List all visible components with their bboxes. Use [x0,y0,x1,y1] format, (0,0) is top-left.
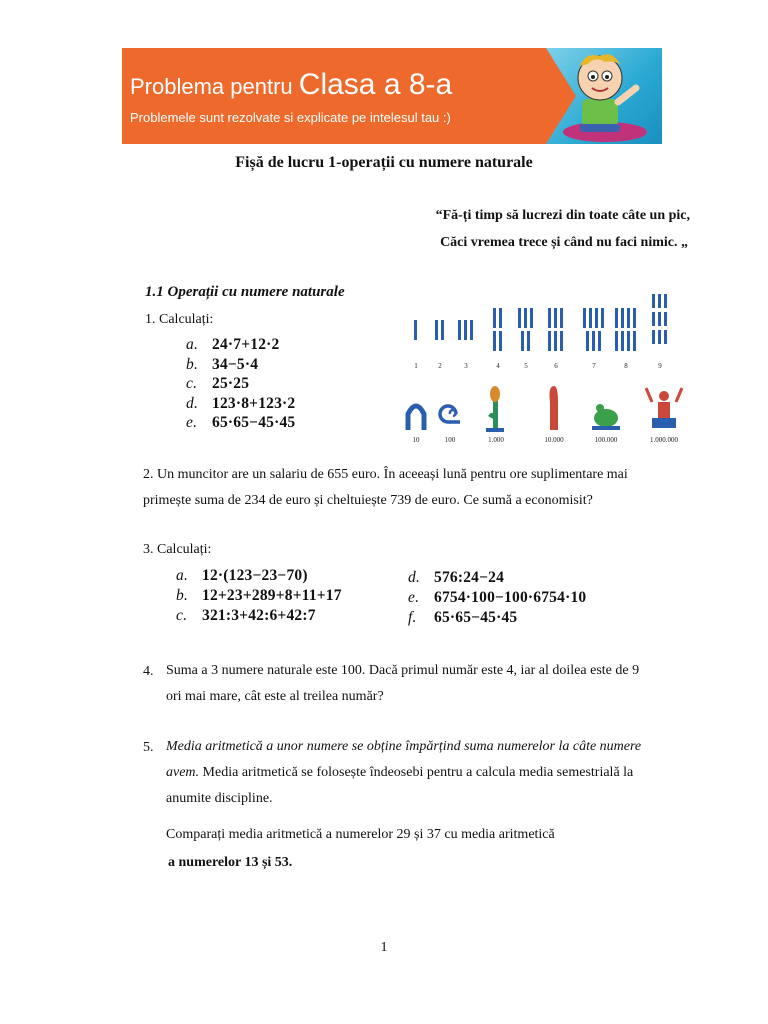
banner-title-big: Clasa a 8-a [298,68,453,101]
heh-god-icon [646,388,682,428]
lotus-icon [486,386,504,432]
banner-title [130,68,452,102]
tally-stroke [470,320,473,340]
q2-line-1: 2. Un muncitor are un salariu de 655 euro. În aceeași lună pentru ore suplimentare mai [143,467,628,482]
q3-item: f. 65·65−45·45 [408,609,518,626]
q1-item: c. 25·25 [186,375,250,392]
q2-line-2: primește suma de 234 de euro și cheltuiește 739 de euro. Ce sumă a economisit? [143,493,593,508]
q3-item: a. 12·(123−23−70) [176,567,308,584]
tally-stroke [598,331,601,351]
tally-stroke [633,331,636,351]
tally-stroke [664,330,667,344]
quote-line-2: Căci vremea trece și când nu faci nimic. „ [440,235,688,250]
tally-stroke [601,308,604,328]
tally-stroke [652,312,655,326]
tally-stroke [633,308,636,328]
tally-stroke [664,294,667,308]
tally-stroke [493,308,496,328]
tally-stroke [560,331,563,351]
tally-stroke [627,331,630,351]
q3-item: c. 321:3+42:6+42:7 [176,607,316,624]
cartoon-boy-icon [550,44,650,144]
tally-stroke [615,331,618,351]
tally-stroke [621,308,624,328]
q4-number: 4. [143,664,154,679]
q1-item: d. 123·8+123·2 [186,394,296,412]
tally-stroke [493,331,496,351]
header-banner [122,48,642,144]
q1-item: a. 24·7+12·2 [186,336,280,353]
hobble-icon [408,406,424,430]
digit-label-3: 3 [464,362,468,370]
tally-stroke [658,330,661,344]
page-title: Fișă de lucru 1-operații cu numere naturale [235,154,533,171]
egyptian-numerals-figure [398,290,690,450]
digit-label-9: 9 [658,362,662,370]
tally-stroke [435,320,438,340]
tally-stroke [589,308,592,328]
page-number: 1 [380,940,388,955]
digit-label-6: 6 [554,362,558,370]
q3-item: e. 6754·100−100·6754·10 [408,589,587,606]
digit-label-10: 10 [412,436,420,444]
banner-title-small: Problema pentru [130,74,293,99]
tally-stroke [583,308,586,328]
digit-label-1: 1 [414,362,418,370]
tally-stroke [524,308,527,328]
finger-icon [550,386,559,430]
q5-line-1: Media aritmetică a unor numere se obține împărțind suma numerelor la câte numere [166,739,642,754]
tally-stroke [592,331,595,351]
q3-right-list [408,568,586,628]
tally-stroke [499,331,502,351]
digit-label-5: 5 [524,362,528,370]
digit-label-7: 7 [592,362,596,370]
tally-stroke [464,320,467,340]
q3-item: d. 576:24−24 [408,569,505,586]
digit-label-8: 8 [624,362,628,370]
q5-line-2-italic: avem. [166,765,200,780]
q1-item: e. 65·65−45·45 [186,414,296,431]
tally-stroke [548,308,551,328]
tally-stroke [664,312,667,326]
tally-stroke [658,312,661,326]
q4-line-1: Suma a 3 numere naturale este 100. Dacă primul număr este 4, iar al doilea este de 9 [166,663,640,678]
q3-prompt: 3. Calculați: [143,542,212,557]
digit-label-2: 2 [438,362,442,370]
tally-stroke [518,308,521,328]
digit-label-100: 100 [444,436,456,444]
q3-item: b. 12+23+289+8+11+17 [176,587,342,604]
q1-item: b. 34−5·4 [186,355,259,373]
tally-stroke [652,294,655,308]
tally-stroke [658,294,661,308]
quote-line-1: “Fă-ți timp să lucrezi din toate câte un pic, [435,208,690,223]
tally-stroke [548,331,551,351]
tally-stroke [414,320,417,340]
tally-stroke [554,331,557,351]
banner-subtitle: Problemele sunt rezolvate si explicate pe intelesul tau :) [130,110,451,125]
tally-stroke [586,331,589,351]
tally-stroke [621,331,624,351]
frog-icon [592,404,620,430]
tally-strokes [414,294,667,351]
tally-stroke [530,308,533,328]
tally-stroke [554,308,557,328]
digit-label-1000: 1.000 [488,436,504,444]
tally-stroke [521,331,524,351]
q5-text [166,734,641,812]
tally-stroke [560,308,563,328]
tally-stroke [627,308,630,328]
q5-line-3: anumite discipline. [166,791,273,806]
digit-label-10000: 10.000 [544,436,564,444]
section-heading: 1.1 Operații cu numere naturale [145,284,345,300]
coil-inner-icon [450,410,456,416]
q4-text [166,658,639,710]
tally-stroke [527,331,530,351]
tally-stroke [458,320,461,340]
q5-compare: Comparați media aritmetică a numerelor 29 și 37 cu media aritmetică [166,827,555,842]
q1-list [186,335,295,433]
tally-stroke [441,320,444,340]
q5-compare-bold: a numerelor 13 și 53. [168,855,293,870]
digit-label-4: 4 [496,362,500,370]
q5-number: 5. [143,740,154,755]
tally-stroke [499,308,502,328]
q5-line-2-rest: Media aritmetică se folosește îndeosebi pentru a calcula media semestrială la [199,765,634,780]
q4-line-2: ori mai mare, cât este al treilea număr? [166,689,384,704]
tally-stroke [595,308,598,328]
digit-label-1000000: 1.000.000 [650,436,678,444]
digit-label-100000: 100.000 [594,436,618,444]
tally-stroke [652,330,655,344]
q3-left-list [176,566,342,626]
q1-prompt: 1. Calculați: [145,312,214,327]
tally-stroke [615,308,618,328]
q5-line-2 [166,760,641,786]
